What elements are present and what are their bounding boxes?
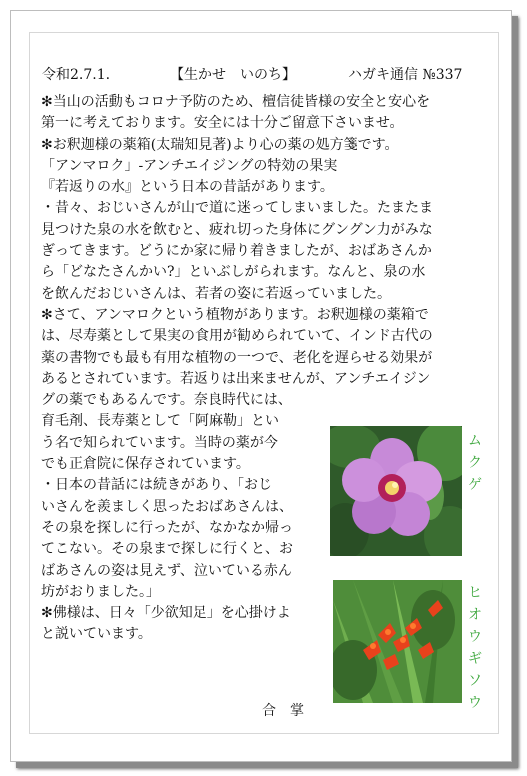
text-line: ✻お釈迦様の薬箱(太瑞知見著)より心の薬の処方箋です。 (41, 136, 399, 153)
closing: 合掌 (262, 703, 318, 719)
text-line: は、尽寿薬として果実の食用が勧められていて、インド古代の (41, 328, 433, 345)
text-line: 見つけた泉の水を飲むと、疲れ切った身体にグングン力がみな (41, 221, 433, 238)
text-line: あるとされています。若返りは出来ませんが、アンチエイジン (41, 370, 431, 387)
text-line: てこない。その泉まで探しに行くと、お (41, 541, 293, 558)
text-line: グの薬でもあるんです。奈良時代には、 (41, 392, 292, 409)
text-line: ✻佛様は、日々「少欲知足」を心掛けよ (41, 605, 291, 622)
hiougi-photo (333, 580, 462, 703)
crocosmia-image (333, 580, 462, 703)
title: 【生かせ いのち】 (170, 67, 296, 83)
body-text (41, 92, 433, 646)
text-line: ら「どなたさんかい?」といぶしがられます。なんと、泉の水 (41, 264, 426, 281)
text-line: ばあさんの姿は見えず、泣いている赤ん (41, 562, 292, 579)
hibiscus-image (330, 426, 462, 556)
text-line: 『若返りの水』という日本の昔話があります。 (41, 179, 334, 196)
newsletter-number: ハガキ通信 №337 (348, 67, 463, 83)
text-line: ・日本の昔話には続きがあり、「おじ (41, 477, 272, 494)
text-line: 第一に考えております。安全には十分ご留意下さいませ。 (41, 115, 404, 132)
mukuge-label: ムクゲ (468, 433, 482, 493)
text-line: ✻さて、アンマロクという植物があります。お釈迦様の薬箱で (41, 306, 429, 323)
text-line: を飲んだおじいさんは、若者の姿に若返っていました。 (41, 285, 391, 302)
text-line: でも正倉院に保存されています。 (41, 456, 250, 473)
text-line: う名で知られています。当時の薬が今 (41, 434, 278, 451)
mukuge-photo (330, 426, 462, 556)
text-line: ✻当山の活動もコロナ予防のため、檀信徒皆様の安全と安心を (41, 94, 431, 110)
hiougi-label: ヒオウギソウ (468, 585, 482, 711)
text-line: その泉を探しに行ったが、なかなか帰っ (41, 519, 293, 536)
text-line: 薬の書物でも最も有用な植物の一つで、老化を遅らせる効果が (41, 349, 433, 366)
text-line: 坊がおりました。」 (41, 583, 160, 600)
text-line: 育毛剤、長寿薬として「阿麻勒」とい (41, 413, 279, 430)
text-line: と説いています。 (41, 626, 152, 643)
text-line: 「アンマロク」-アンチエイジングの特効の果実 (41, 157, 338, 174)
text-line: ぎってきます。どうにか家に帰り着きましたが、おばあさんか (41, 243, 432, 260)
text-line: ・昔々、おじいさんが山で道に迷ってしまいました。たまたま (41, 200, 433, 217)
text-line: いさんを羨ましく思ったおばあさんは、 (41, 498, 293, 515)
date: 令和2.7.1. (42, 67, 111, 83)
